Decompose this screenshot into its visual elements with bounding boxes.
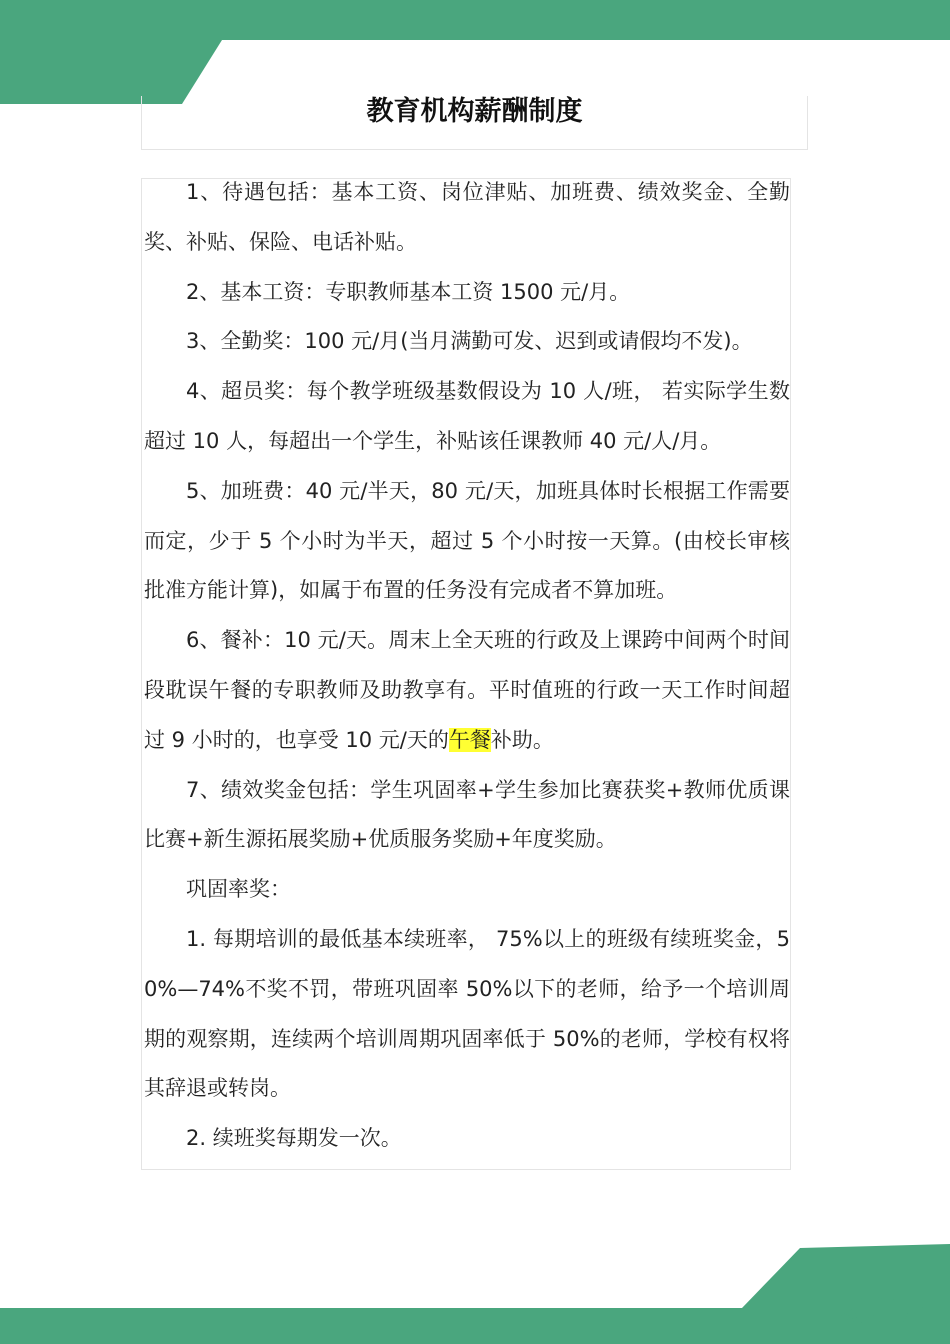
document-body [144, 168, 790, 1164]
paragraph-6-tail: 补助。 [490, 727, 554, 752]
paragraph-1: 1、待遇包括：基本工资、岗位津贴、加班费、绩效奖金、全勤奖、补贴、保险、电话补贴。 [144, 180, 790, 254]
paragraph-7: 7、绩效奖金包括：学生巩固率+学生参加比赛获奖+教师优质课比赛+新生源拓展奖励+优质服务奖励+年度奖励。 [144, 777, 790, 852]
page-title: 教育机构薪酬制度 [366, 96, 583, 127]
paragraph-6-text: 6、餐补：10 元/天。周末上全天班的行政及上课跨中间两个时间段耽误午餐的专职教师及助教享有。平时值班的行政一天工作时间超过 9 小时的，也享受 10 元/天的 [144, 628, 790, 752]
paragraph-9: 1. 每期培训的最低基本续班率， 75%以上的班级有续班奖金，50%—74%不奖不罚，带班巩固率 50%以下的老师，给予一个培训周期的观察期，连续两个培训周期巩固率低于 50%的老师，学校有权将其辞退或转岗。 [144, 926, 790, 1101]
paragraph-2: 2、基本工资：专职教师基本工资 1500 元/月。 [186, 279, 631, 304]
paragraph-6 [144, 616, 790, 765]
paragraph-10: 2. 续班奖每期发一次。 [186, 1126, 402, 1151]
brand-mark-icon [805, 1295, 835, 1325]
paragraph-5: 5、加班费：40 元/半天，80 元/天，加班具体时长根据工作需要而定，少于 5 个小时为半天，超过 5 个小时按一天算。(由校长审核批准方能计算)，如属于布置的任务没有完成者不算加班。 [144, 478, 790, 603]
highlighted-text: 午餐 [448, 727, 491, 752]
paragraph-8: 巩固率奖： [186, 877, 291, 902]
brand-name: 易职升 [838, 1295, 926, 1328]
brand-logo [805, 1290, 926, 1330]
paragraph-3: 3、全勤奖：100 元/月(当月满勤可发、迟到或请假均不发)。 [186, 329, 753, 354]
paragraph-4: 4、超员奖：每个教学班级基数假设为 10 人/班， 若实际学生数超过 10 人，每超出一个学生，补贴该任课教师 40 元/人/月。 [144, 379, 790, 453]
